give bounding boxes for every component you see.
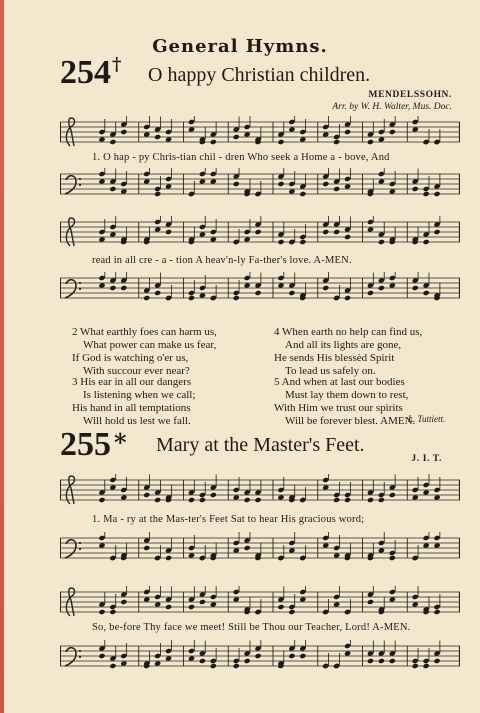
page-header-title: General Hymns. [152,36,328,57]
hymn-254-arranger: Arr. by W. H. Walter, Mus. Doc. [332,102,452,112]
staff-treble [60,116,460,150]
hymn-255-lyrics-2: So, be-fore Thy face we meet! Still be Thou our Teacher, Lord! A-MEN. [92,622,411,633]
hymn-254-title: O happy Christian children. [148,64,371,86]
hymn-254-author: L. Tuttiett. [408,414,446,424]
staff-treble [60,216,460,250]
hymn-254-mark: † [112,54,122,75]
staff-bass [60,532,460,566]
staff-bass [60,272,460,306]
staff-treble [60,586,460,620]
hymn-254-lyrics-1: 1. O hap - py Chris-tian chil - dren Who seek a Home a - bove, And [92,152,390,163]
page-edge [0,0,4,713]
hymn-255-mark: * [114,428,127,457]
hymn-254-number: 254 [60,54,111,91]
staff-bass [60,640,460,674]
staff-bass [60,168,460,202]
hymn-255-lyrics-1: 1. Ma - ry at the Mas-ter's Feet Sat to hear His gracious word; [92,514,365,525]
hymn-254-stanza-4: 4 When earth no help can find us, And all its lights are gone, He sends His blessèd Spirit To lead us safely on. [274,326,423,377]
hymn-254-lyrics-2: read in all cre - a - tion A heav'n-ly Fa-ther's love. A-MEN. [92,255,352,266]
hymn-255-composer: J. I. T. [411,454,442,464]
hymn-255-number: 255 [60,426,111,463]
hymn-254-stanza-2: 2 What earthly foes can harm us, What power can make us fear, If God is watching o'er us, With succour ever near? [72,326,217,377]
staff-treble [60,474,460,508]
hymn-254-stanza-3: 3 His ear in all our dangers Is listening when we call; His hand in all temptations Will hold us lest we fall. [72,376,196,427]
hymn-255-title: Mary at the Master's Feet. [156,434,365,456]
hymn-254-stanza-5: 5 And when at last our bodies Must lay them down to rest, With Him we trust our spirits Will be forever blest. AMEN. [274,376,416,427]
hymn-254-composer: MENDELSSOHN. [368,90,452,100]
